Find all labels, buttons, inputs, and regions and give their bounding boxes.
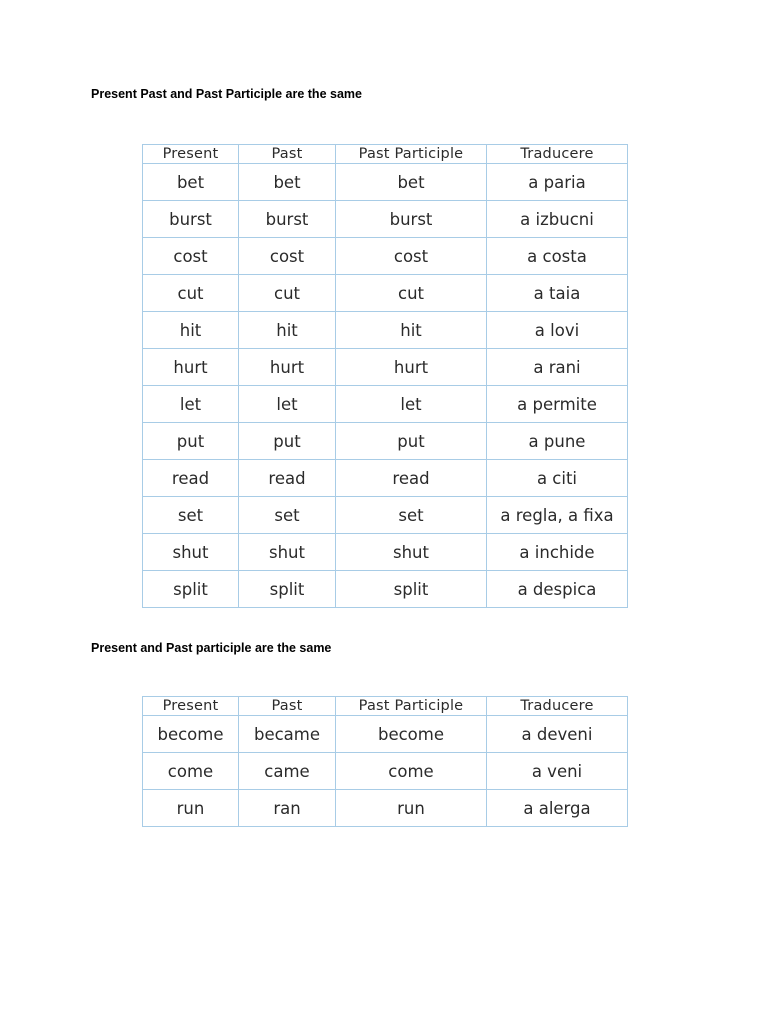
cell-past: shut: [239, 534, 336, 571]
cell-past-participle: become: [336, 716, 487, 753]
cell-present: cost: [143, 238, 239, 275]
column-header-traducere: Traducere: [487, 697, 628, 716]
cell-traducere: a rani: [487, 349, 628, 386]
cell-past: hit: [239, 312, 336, 349]
cell-past: cost: [239, 238, 336, 275]
cell-present: set: [143, 497, 239, 534]
table-row: [143, 164, 628, 201]
cell-past-participle: cut: [336, 275, 487, 312]
cell-traducere: a taia: [487, 275, 628, 312]
cell-past-participle: split: [336, 571, 487, 608]
cell-past: let: [239, 386, 336, 423]
table-row: [143, 571, 628, 608]
table-row: [143, 312, 628, 349]
cell-past-participle: put: [336, 423, 487, 460]
cell-past-participle: let: [336, 386, 487, 423]
verb-table-present-participle-same: [142, 696, 628, 827]
table-row: [143, 238, 628, 275]
cell-present: split: [143, 571, 239, 608]
cell-past-participle: come: [336, 753, 487, 790]
cell-past-participle: shut: [336, 534, 487, 571]
cell-past-participle: hurt: [336, 349, 487, 386]
cell-traducere: a regla, a fixa: [487, 497, 628, 534]
cell-traducere: a permite: [487, 386, 628, 423]
cell-present: let: [143, 386, 239, 423]
cell-past-participle: burst: [336, 201, 487, 238]
cell-present: come: [143, 753, 239, 790]
column-header-past: Past: [239, 145, 336, 164]
cell-present: hit: [143, 312, 239, 349]
cell-past: ran: [239, 790, 336, 827]
cell-past: split: [239, 571, 336, 608]
cell-present: run: [143, 790, 239, 827]
cell-present: burst: [143, 201, 239, 238]
cell-traducere: a izbucni: [487, 201, 628, 238]
verb-table-same-all: [142, 144, 628, 608]
cell-past: burst: [239, 201, 336, 238]
table-row: [143, 460, 628, 497]
cell-past-participle: cost: [336, 238, 487, 275]
section2-heading: Present and Past participle are the same: [91, 641, 332, 655]
cell-present: put: [143, 423, 239, 460]
table-row: [143, 349, 628, 386]
column-header-past-participle: Past Participle: [336, 697, 487, 716]
cell-traducere: a costa: [487, 238, 628, 275]
cell-past: became: [239, 716, 336, 753]
table-row: [143, 275, 628, 312]
cell-past-participle: run: [336, 790, 487, 827]
cell-traducere: a paria: [487, 164, 628, 201]
cell-past-participle: read: [336, 460, 487, 497]
cell-present: shut: [143, 534, 239, 571]
cell-present: become: [143, 716, 239, 753]
cell-past: put: [239, 423, 336, 460]
cell-traducere: a citi: [487, 460, 628, 497]
table-row: [143, 386, 628, 423]
table-row: [143, 534, 628, 571]
cell-past-participle: bet: [336, 164, 487, 201]
table-header-row: [143, 145, 628, 164]
cell-past: hurt: [239, 349, 336, 386]
section1-heading: Present Past and Past Participle are the same: [91, 87, 362, 101]
cell-past: cut: [239, 275, 336, 312]
cell-present: read: [143, 460, 239, 497]
cell-present: cut: [143, 275, 239, 312]
cell-traducere: a inchide: [487, 534, 628, 571]
cell-past: set: [239, 497, 336, 534]
table-row: [143, 716, 628, 753]
column-header-traducere: Traducere: [487, 145, 628, 164]
table-row: [143, 201, 628, 238]
cell-traducere: a pune: [487, 423, 628, 460]
column-header-present: Present: [143, 697, 239, 716]
column-header-present: Present: [143, 145, 239, 164]
cell-present: bet: [143, 164, 239, 201]
cell-traducere: a alerga: [487, 790, 628, 827]
table-row: [143, 790, 628, 827]
cell-traducere: a lovi: [487, 312, 628, 349]
cell-past: bet: [239, 164, 336, 201]
cell-past: came: [239, 753, 336, 790]
cell-past-participle: hit: [336, 312, 487, 349]
cell-past: read: [239, 460, 336, 497]
cell-past-participle: set: [336, 497, 487, 534]
table-row: [143, 497, 628, 534]
table-row: [143, 423, 628, 460]
table-row: [143, 753, 628, 790]
cell-traducere: a despica: [487, 571, 628, 608]
cell-present: hurt: [143, 349, 239, 386]
cell-traducere: a deveni: [487, 716, 628, 753]
column-header-past: Past: [239, 697, 336, 716]
table-header-row: [143, 697, 628, 716]
column-header-past-participle: Past Participle: [336, 145, 487, 164]
cell-traducere: a veni: [487, 753, 628, 790]
